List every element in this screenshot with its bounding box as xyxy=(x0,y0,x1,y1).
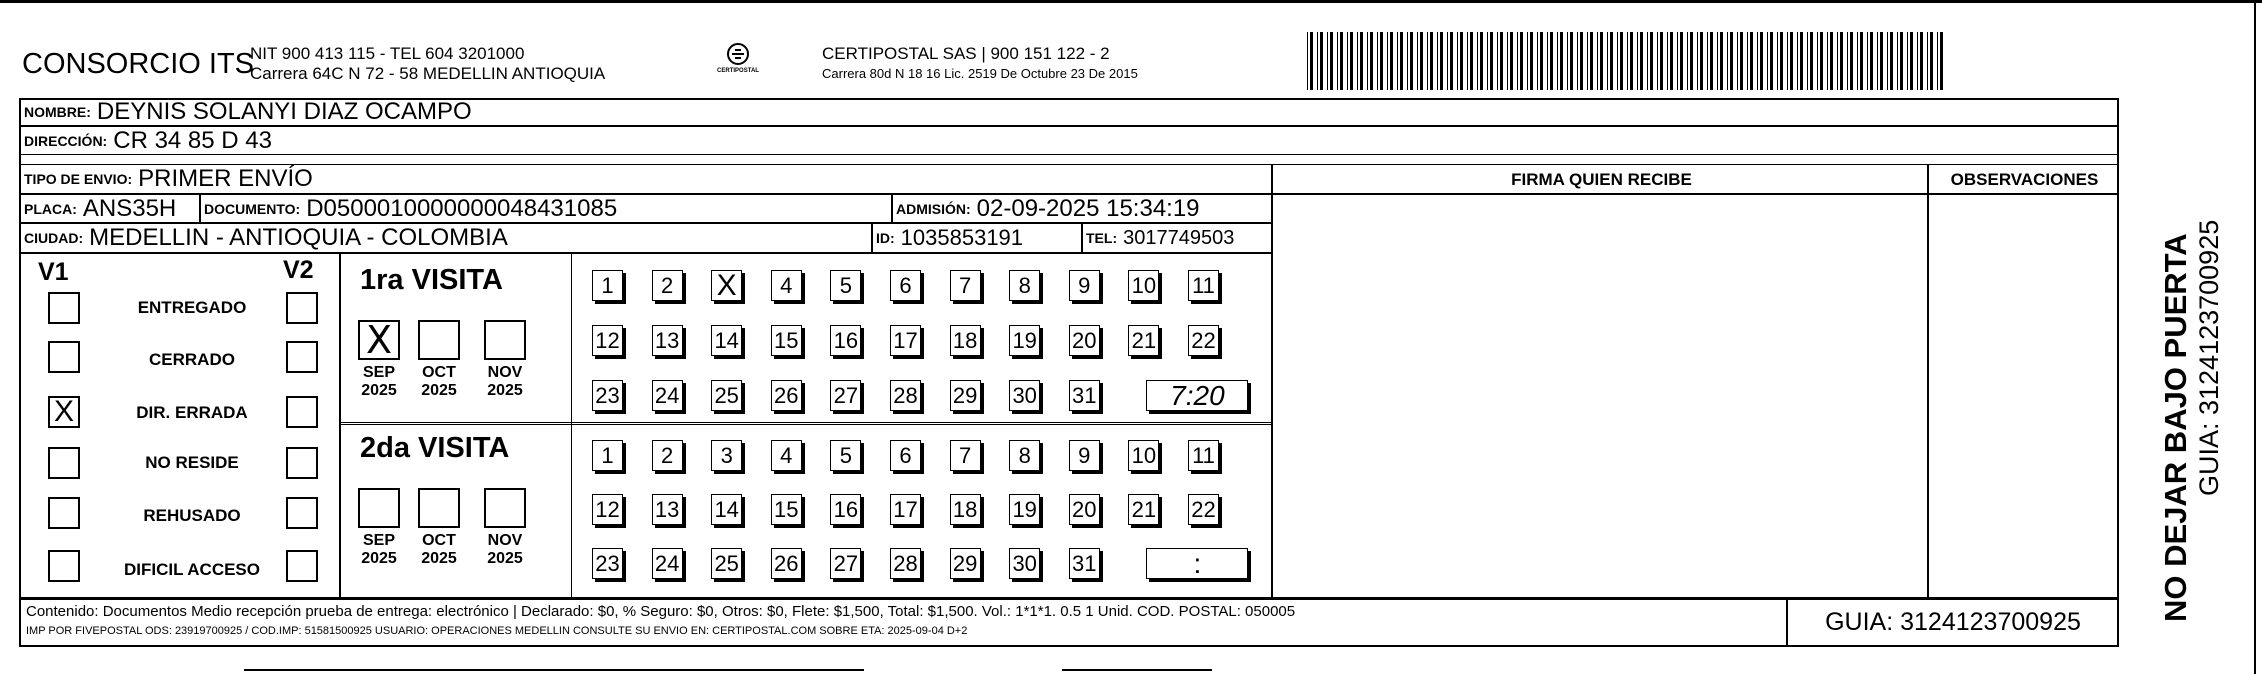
address-line: Carrera 64C N 72 - 58 MEDELLIN ANTIOQUIA xyxy=(250,64,606,83)
first-visit-day[interactable]: 5 xyxy=(830,270,861,301)
direccion-row xyxy=(20,126,2118,155)
second-visit-day[interactable]: 24 xyxy=(652,548,683,579)
nit-line: NIT 900 413 115 - TEL 604 3201000 xyxy=(250,44,525,63)
nombre-label: NOMBRE: xyxy=(24,104,91,120)
placa-cell xyxy=(20,194,200,223)
first-visit-day[interactable]: 25 xyxy=(711,380,742,411)
footer-imp: IMP POR FIVEPOSTAL ODS: 23919700925 / COD.IMP: 51581500925 USUARIO: OPERACIONES MEDELLIN CONSULTE SU ENVIO EN: CERTIPOSTAL.COM SOBRE ETA: 2025-09-04 D+2 xyxy=(26,625,968,637)
second-visit-day[interactable]: 18 xyxy=(950,494,981,525)
second-visit-day[interactable]: 12 xyxy=(592,494,623,525)
tipo-row xyxy=(20,164,1272,194)
status-label: DIFICIL ACCESO xyxy=(123,560,260,579)
nombre-value: DEYNIS SOLANYI DIAZ OCAMPO xyxy=(96,98,472,125)
second-visit-day[interactable]: 3 xyxy=(711,440,742,471)
month-label: NOV xyxy=(487,364,523,381)
second-visit-day[interactable]: 5 xyxy=(830,440,861,471)
first-visit-day[interactable]: 26 xyxy=(771,380,802,411)
second-visit-day[interactable]: 14 xyxy=(711,494,742,525)
second-visit-day[interactable]: 6 xyxy=(890,440,921,471)
year-label: 2025 xyxy=(487,382,523,399)
month-checkbox[interactable] xyxy=(484,320,526,360)
certipostal-logo xyxy=(710,42,766,90)
first-visit-day[interactable]: 30 xyxy=(1009,380,1040,411)
nombre-row xyxy=(20,98,2118,126)
v1-checkbox[interactable] xyxy=(48,497,80,529)
second-visit-day[interactable]: 25 xyxy=(711,548,742,579)
bottom-line-2 xyxy=(1062,669,1212,671)
first-visit-day[interactable]: 23 xyxy=(592,380,623,411)
right-rule xyxy=(2254,0,2256,674)
v2-checkbox[interactable] xyxy=(286,550,318,582)
v1-checkbox[interactable] xyxy=(48,550,80,582)
logo-icon xyxy=(726,42,750,66)
first-visit-day[interactable]: 18 xyxy=(950,325,981,356)
tel-label: TEL: xyxy=(1086,230,1118,246)
first-visit-day[interactable]: 9 xyxy=(1069,270,1100,301)
documento-value: D0500010000000048431085 xyxy=(306,194,618,222)
second-visit-title: 2da VISITA xyxy=(360,432,510,464)
observaciones-header: OBSERVACIONES xyxy=(1928,164,2118,194)
tel-cell xyxy=(1082,223,1272,253)
logo-text: CERTIPOSTAL xyxy=(717,68,759,74)
direccion-value: CR 34 85 D 43 xyxy=(113,126,272,154)
documento-label: DOCUMENTO: xyxy=(204,200,301,217)
second-visit-day[interactable]: 4 xyxy=(771,440,802,471)
second-visit-day[interactable]: 22 xyxy=(1188,494,1219,525)
second-visit-day[interactable]: 10 xyxy=(1128,440,1159,471)
second-visit-day[interactable]: 2 xyxy=(652,440,683,471)
first-visit-day[interactable]: 31 xyxy=(1069,380,1100,411)
company-name: CONSORCIO ITS xyxy=(22,48,255,80)
first-visit-day[interactable]: 4 xyxy=(771,270,802,301)
first-visit-day[interactable]: 11 xyxy=(1188,270,1219,301)
second-visit-day[interactable]: 31 xyxy=(1069,548,1100,579)
second-visit-time[interactable]: : xyxy=(1146,548,1248,579)
second-visit-day[interactable]: 23 xyxy=(592,548,623,579)
first-visit-day[interactable]: 21 xyxy=(1128,325,1159,356)
status-label: CERRADO xyxy=(149,350,235,369)
second-visit-day[interactable]: 9 xyxy=(1069,440,1100,471)
month-checkbox[interactable]: X xyxy=(358,320,400,360)
month-label: SEP xyxy=(362,364,395,381)
year-label: 2025 xyxy=(421,550,457,567)
second-visit-day[interactable]: 29 xyxy=(950,548,981,579)
month-checkbox[interactable] xyxy=(418,320,460,360)
v2-checkbox[interactable] xyxy=(286,396,318,428)
footer-contenido: Contenido: Documentos Medio recepción prueba de entrega: electrónico | Declarado: $0, % Seguro: $0, Otros: $0, Flete: $1,500, Total: $1,500. Vol.: 1*1*1. 0.5 1 Unid. COD. POSTAL: 050005 xyxy=(26,603,1296,620)
second-visit-day[interactable]: 11 xyxy=(1188,440,1219,471)
first-visit-day[interactable]: 15 xyxy=(771,325,802,356)
v1-checkbox[interactable]: X xyxy=(48,396,80,428)
placa-label: PLACA: xyxy=(24,200,77,217)
v1-checkbox[interactable] xyxy=(48,447,80,479)
second-visit-day[interactable]: 16 xyxy=(830,494,861,525)
id-cell xyxy=(872,223,1082,253)
firma-area xyxy=(1272,194,1928,598)
v1-checkbox[interactable] xyxy=(48,292,80,324)
month-checkbox[interactable] xyxy=(418,488,460,528)
tipo-label: TIPO DE ENVIO: xyxy=(24,171,133,187)
tipo-value: PRIMER ENVÍO xyxy=(138,165,313,192)
admision-label: ADMISIÓN: xyxy=(896,200,971,217)
first-visit-day[interactable]: 16 xyxy=(830,325,861,356)
ciudad-cell xyxy=(20,223,872,253)
first-visit-day[interactable]: 1 xyxy=(592,270,623,301)
observaciones-area xyxy=(1928,194,2118,598)
top-rule xyxy=(0,0,2262,3)
first-visit-day[interactable]: 12 xyxy=(592,325,623,356)
v1-header: V1 xyxy=(38,258,69,286)
bottom-line-1 xyxy=(244,669,864,671)
first-visit-title: 1ra VISITA xyxy=(360,264,503,296)
barcode-icon xyxy=(1305,32,1950,90)
placa-value: ANS35H xyxy=(82,194,177,222)
first-visit-day[interactable]: 19 xyxy=(1009,325,1040,356)
admision-cell xyxy=(892,194,1272,223)
v2-checkbox[interactable] xyxy=(286,341,318,373)
first-visit-day[interactable]: X xyxy=(711,270,742,301)
first-visit-day[interactable]: 10 xyxy=(1128,270,1159,301)
first-visit-day[interactable]: 14 xyxy=(711,325,742,356)
month-checkbox[interactable] xyxy=(484,488,526,528)
second-visit-day[interactable]: 20 xyxy=(1069,494,1100,525)
id-value: 1035853191 xyxy=(900,225,1024,250)
first-visit-day[interactable]: 24 xyxy=(652,380,683,411)
second-visit-day[interactable]: 17 xyxy=(890,494,921,525)
first-visit-day[interactable]: 8 xyxy=(1009,270,1040,301)
first-visit-day[interactable]: 6 xyxy=(890,270,921,301)
second-visit-day[interactable]: 7 xyxy=(950,440,981,471)
year-label: 2025 xyxy=(421,382,457,399)
year-label: 2025 xyxy=(361,382,397,399)
second-visit-day[interactable]: 30 xyxy=(1009,548,1040,579)
first-visit-day[interactable]: 28 xyxy=(890,380,921,411)
ciudad-label: CIUDAD: xyxy=(24,230,84,246)
footer-guia: GUIA: 3124123700925 xyxy=(1825,608,2081,636)
status-label: REHUSADO xyxy=(143,506,241,525)
v2-checkbox[interactable] xyxy=(286,447,318,479)
ciudad-value: MEDELLIN - ANTIOQUIA - COLOMBIA xyxy=(89,224,508,251)
first-visit-day[interactable]: 17 xyxy=(890,325,921,356)
side-guia: GUIA: 3124123700925 xyxy=(2194,219,2224,496)
year-label: 2025 xyxy=(487,550,523,567)
month-label: OCT xyxy=(422,364,456,381)
firma-header: FIRMA QUIEN RECIBE xyxy=(1272,164,1928,194)
first-visit-day[interactable]: 27 xyxy=(830,380,861,411)
admision-value: 02-09-2025 15:34:19 xyxy=(976,194,1200,222)
first-visit-day[interactable]: 13 xyxy=(652,325,683,356)
documento-cell xyxy=(200,194,892,223)
status-label: DIR. ERRADA xyxy=(136,403,248,422)
v1-checkbox[interactable] xyxy=(48,341,80,373)
footer-guia-box xyxy=(1786,598,2118,647)
first-visit-time[interactable]: 7:20 xyxy=(1146,380,1248,411)
v2-checkbox[interactable] xyxy=(286,497,318,529)
direccion-label: DIRECCIÓN: xyxy=(24,132,108,149)
tel-value: 3017749503 xyxy=(1123,227,1235,249)
month-label: NOV xyxy=(487,532,523,549)
month-label: OCT xyxy=(422,532,456,549)
second-visit-day[interactable]: 19 xyxy=(1009,494,1040,525)
first-visit-day[interactable]: 7 xyxy=(950,270,981,301)
second-visit-day[interactable]: 27 xyxy=(830,548,861,579)
id-label: ID: xyxy=(876,230,895,246)
status-label: NO RESIDE xyxy=(145,453,239,472)
second-visit-day[interactable]: 1 xyxy=(592,440,623,471)
first-visit-day[interactable]: 2 xyxy=(652,270,683,301)
second-visit-day[interactable]: 21 xyxy=(1128,494,1159,525)
second-visit-day[interactable]: 28 xyxy=(890,548,921,579)
second-visit-day[interactable]: 8 xyxy=(1009,440,1040,471)
side-warning: NO DEJAR BAJO PUERTA xyxy=(2158,233,2193,622)
first-visit-day[interactable]: 22 xyxy=(1188,325,1219,356)
month-checkbox[interactable] xyxy=(358,488,400,528)
month-label: SEP xyxy=(362,532,395,549)
second-visit-day[interactable]: 15 xyxy=(771,494,802,525)
certipostal-address: Carrera 80d N 18 16 Lic. 2519 De Octubre 23 De 2015 xyxy=(822,66,1138,81)
v2-header: V2 xyxy=(283,256,314,284)
status-label: ENTREGADO xyxy=(137,298,247,317)
first-visit-day[interactable]: 29 xyxy=(950,380,981,411)
year-label: 2025 xyxy=(361,550,397,567)
first-visit-day[interactable]: 20 xyxy=(1069,325,1100,356)
second-visit-day[interactable]: 26 xyxy=(771,548,802,579)
v2-checkbox[interactable] xyxy=(286,292,318,324)
second-visit-day[interactable]: 13 xyxy=(652,494,683,525)
certipostal-line: CERTIPOSTAL SAS | 900 151 122 - 2 xyxy=(822,44,1110,63)
